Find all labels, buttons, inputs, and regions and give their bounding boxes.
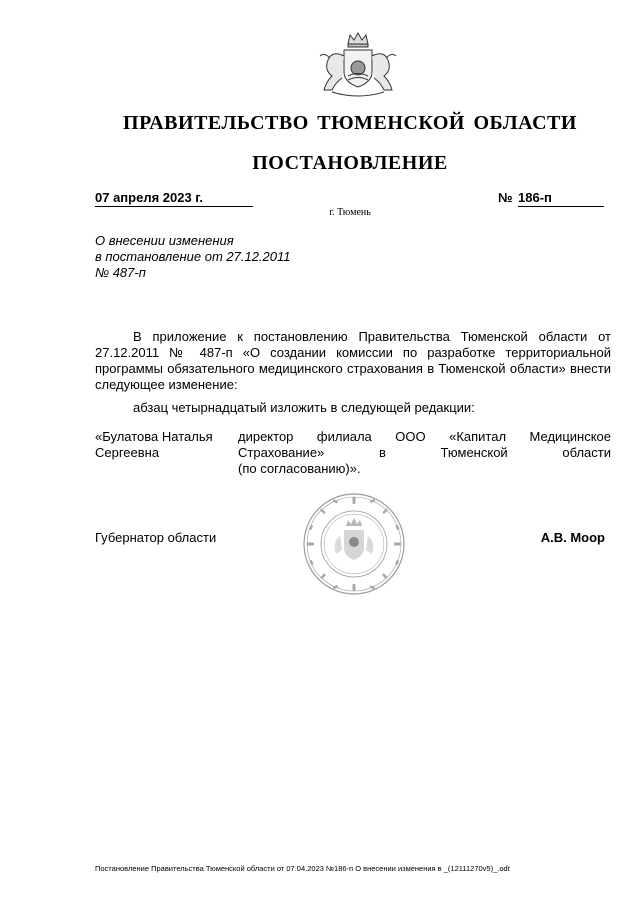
tyumen-oblast-coat-of-arms-icon <box>310 30 406 98</box>
footer-filename: Постановление Правительства Тюменской области от 07.04.2023 №186-п О внесении изменения в _(12111270v5)_.odt <box>95 864 510 873</box>
subject-line: № 487-п <box>95 265 146 280</box>
official-seal-icon <box>302 492 406 596</box>
subject-line: в постановление от 27.12.2011 <box>95 249 291 264</box>
document-subject <box>95 233 355 281</box>
document-number <box>498 190 606 207</box>
number-sign: № <box>498 190 513 205</box>
signer-title: Губернатор области <box>95 530 217 545</box>
number-value: 186-п <box>518 190 604 207</box>
member-name: «Булатова Наталья Сергеевна <box>95 429 213 460</box>
member-desc-line: (по согласованию)». <box>238 461 361 476</box>
document-type: ПОСТАНОВЛЕНИЕ <box>252 152 448 174</box>
signer-name: А.В. Моор <box>540 530 605 545</box>
document-date: 07 апреля 2023 г. <box>95 190 253 207</box>
government-title: ПРАВИТЕЛЬСТВО ТЮМЕНСКОЙ ОБЛАСТИ <box>123 112 577 134</box>
member-desc-line: директор филиала ООО «Капитал Медицинское <box>238 429 611 444</box>
body-paragraph: В приложение к постановлению Правительства Тюменской области от 27.12.2011 № 487-п «О создании комиссии по разработке территориальной программы обязательного медицинского страхования в Тюменской области» внести следующее изменение: <box>95 329 611 392</box>
city: г. Тюмень <box>329 207 371 218</box>
subject-line: О внесении изменения <box>95 233 234 248</box>
member-desc-line: Страхование» в Тюменской области <box>238 445 611 460</box>
member-description <box>238 429 611 477</box>
body-paragraph: абзац четырнадцатый изложить в следующей редакции: <box>133 400 475 415</box>
